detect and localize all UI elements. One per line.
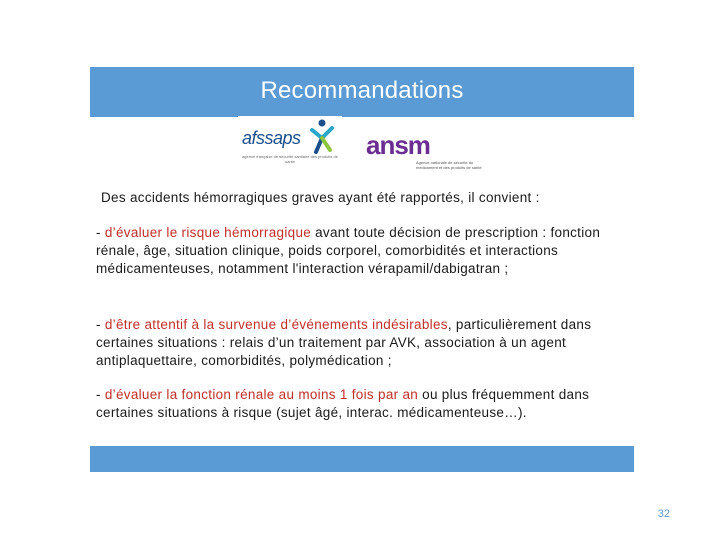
recommendation-item [96, 316, 636, 370]
intro-text: Des accidents hémorragiques graves ayant été rapportés, il convient : [101, 190, 540, 205]
item-highlight: d’être attentif à la survenue d’événements indésirables [104, 317, 448, 332]
item-dash: - [96, 317, 105, 332]
header-bar [90, 67, 634, 117]
recommendation-item [96, 224, 636, 278]
afssaps-wordmark: afssaps [242, 128, 301, 148]
item-text: , particulièrement dans certaines situations : relais d’un traitement par AVK, association à un agent antiplaquettaire, comorbidités, polymédication ; [96, 317, 592, 368]
item-highlight: d’évaluer la fonction rénale au moins 1 fois par an [104, 387, 419, 402]
afssaps-logo [238, 116, 342, 176]
afssaps-figure-icon [306, 118, 336, 158]
item-text: avant toute décision de prescription : fonction rénale, âge, situation clinique, poids corporel, comorbidités et interactions médicamenteuses, notamment l'interaction vérapamil/dabigatran ; [96, 225, 601, 276]
slide-title: Recommandations [260, 77, 464, 104]
ansm-wordmark: ansm [366, 130, 430, 160]
ansm-tagline: Agence nationale de sécurité du médicament et des produits de santé [416, 160, 482, 170]
footer-bar [90, 446, 634, 472]
ansm-logo [366, 130, 486, 176]
item-text: ou plus fréquemment dans certaines situations à risque (sujet âgé, interac. médicamenteuse…). [96, 387, 590, 420]
page-number: 32 [657, 508, 670, 520]
item-dash: - [96, 387, 105, 402]
recommendation-item [96, 386, 636, 422]
afssaps-tagline: agence française de sécurité sanitaire des produits de santé [242, 154, 338, 164]
item-dash: - [96, 225, 105, 240]
item-highlight: d’évaluer le risque hémorragique [104, 225, 312, 240]
